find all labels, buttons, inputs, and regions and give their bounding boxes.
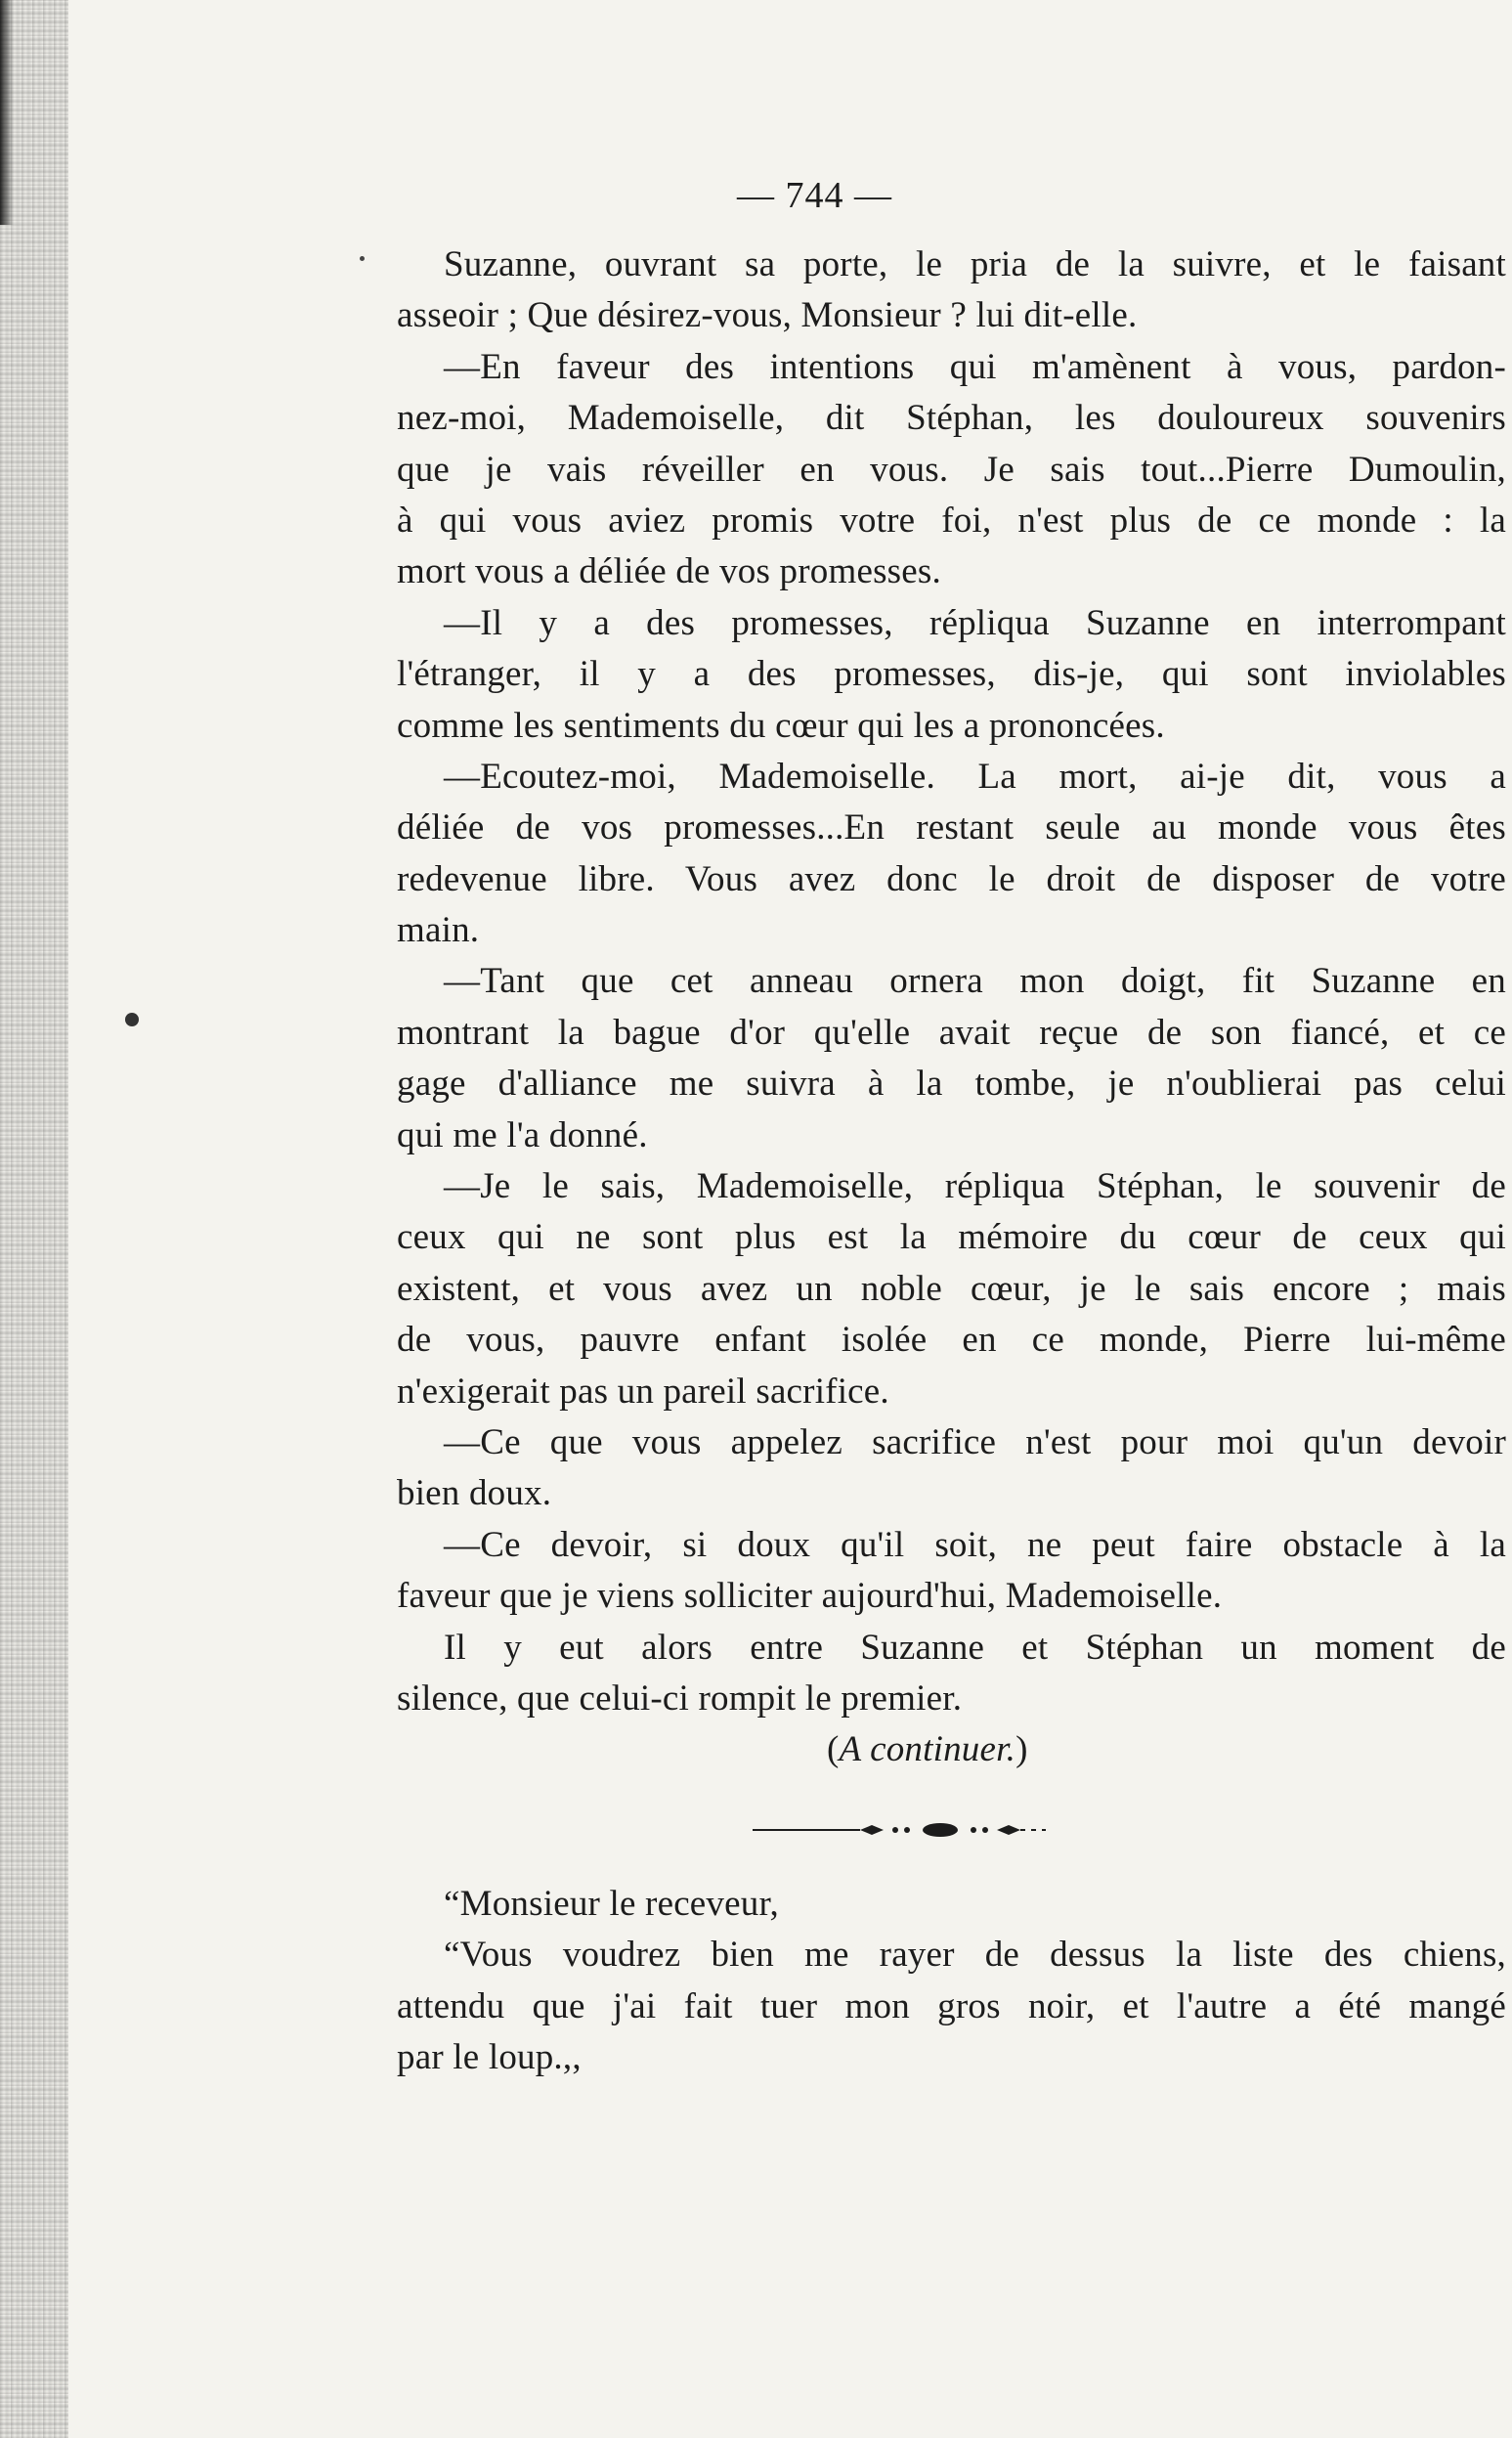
text-line: l'étranger, il y a des promesses, dis-je, qui sont inviolables (397, 654, 1506, 695)
stray-ink-mark (125, 1013, 139, 1026)
stray-ink-dot (360, 256, 365, 261)
text-line: déliée de vos promesses...En restant seule au monde vous êtes (397, 807, 1506, 849)
letter-salutation: “Monsieur le receveur, (444, 1884, 779, 1924)
text-line: Il y eut alors entre Suzanne et Stéphan un moment de (444, 1627, 1506, 1668)
text-line: mort vous a déliée de vos promesses. (397, 551, 941, 592)
text-line: asseoir ; Que désirez-vous, Monsieur ? lui dit-elle. (397, 295, 1138, 336)
continuation-open-paren: ( (827, 1729, 840, 1770)
continuation-close-paren: ) (1015, 1729, 1028, 1770)
text-line: nez-moi, Mademoiselle, dit Stéphan, les douloureux souvenirs (397, 398, 1506, 439)
text-line: comme les sentiments du cœur qui les a prononcées. (397, 705, 1165, 746)
text-line: —Il y a des promesses, répliqua Suzanne en interrompant (444, 602, 1506, 643)
text-line: montrant la bague d'or qu'elle avait reçue de son fiancé, et ce (397, 1012, 1506, 1053)
main-text (397, 239, 1506, 1776)
page-number: — 744 — (737, 175, 892, 216)
text-line: ceux qui ne sont plus est la mémoire du cœur de ceux qui (397, 1217, 1506, 1258)
letter-line: “Vous voudrez bien me rayer de dessus la liste des chiens, (444, 1935, 1506, 1976)
text-line: bien doux. (397, 1473, 552, 1514)
continuation-word: A continuer. (839, 1729, 1016, 1770)
text-line: —Ce que vous appelez sacrifice n'est pour moi qu'un devoir (444, 1421, 1506, 1462)
text-line: —Je le sais, Mademoiselle, répliqua Stéphan, le souvenir de (444, 1166, 1506, 1207)
text-line: existent, et vous avez un noble cœur, je le sais encore ; mais (397, 1268, 1506, 1309)
letter-line: attendu que j'ai fait tuer mon gros noir, et l'autre a été mangé (397, 1985, 1506, 2026)
text-line: silence, que celui-ci rompit le premier. (397, 1677, 963, 1719)
text-line: —Ecoutez-moi, Mademoiselle. La mort, ai-je dit, vous a (444, 756, 1506, 797)
text-line: —En faveur des intentions qui m'amènent à vous, pardon- (444, 346, 1506, 387)
text-line: gage d'alliance me suivra à la tombe, je n'oublierai pas celui (397, 1064, 1506, 1105)
text-line: redevenue libre. Vous avez donc le droit de disposer de votre (397, 858, 1506, 899)
text-line: —Tant que cet anneau ornera mon doigt, fit Suzanne en (444, 961, 1506, 1002)
text-line: faveur que je viens solliciter aujourd'hui, Mademoiselle. (397, 1576, 1223, 1617)
text-line: qui me l'a donné. (397, 1114, 648, 1155)
text-line: Suzanne, ouvrant sa porte, le pria de la suivre, et le faisant (444, 244, 1506, 284)
text-line: main. (397, 910, 480, 951)
text-line: de vous, pauvre enfant isolée en ce monde, Pierre lui-même (397, 1320, 1506, 1361)
continuation-note (397, 1724, 1506, 1775)
text-line: à qui vous aviez promis votre foi, n'est plus de ce monde : la (397, 500, 1506, 541)
ornamental-divider (753, 1816, 1163, 1844)
scan-edge-noise (0, 0, 68, 2438)
text-line: n'exigerait pas un pareil sacrifice. (397, 1371, 889, 1412)
text-line: que je vais réveiller en vous. Je sais tout...Pierre Dumoulin, (397, 449, 1506, 490)
anecdote-letter (397, 1879, 1506, 2084)
letter-line: par le loup.,, (397, 2037, 582, 2078)
text-line: —Ce devoir, si doux qu'il soit, ne peut faire obstacle à la (444, 1524, 1506, 1565)
